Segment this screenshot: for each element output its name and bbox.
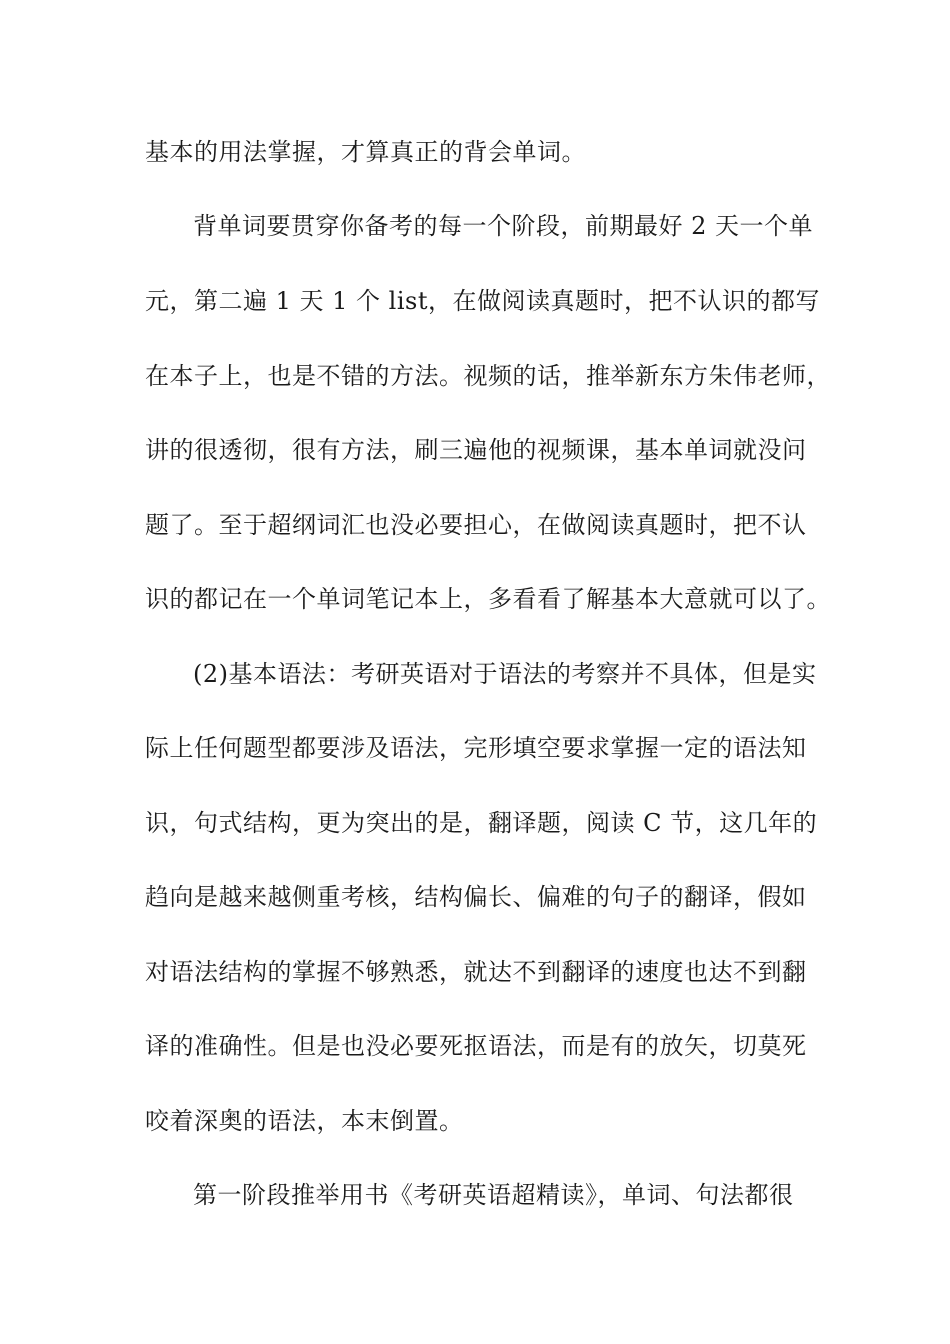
text-line: 际上任何题型都要涉及语法，完形填空要求掌握一定的语法知 xyxy=(145,734,807,762)
text-line: 在本子上，也是不错的方法。视频的话，推举新东方朱伟老师， xyxy=(145,362,831,390)
text-line: 咬着深奥的语法，本末倒置。 xyxy=(145,1107,464,1135)
text-line: 对语法结构的掌握不够熟悉，就达不到翻译的速度也达不到翻 xyxy=(145,958,807,986)
text-line: 识的都记在一个单词笔记本上，多看看了解基本大意就可以了。 xyxy=(145,585,831,613)
text-line: 识，句式结构，更为突出的是，翻译题，阅读 C 节，这几年的 xyxy=(145,809,818,837)
paragraph-start: 背单词要贯穿你备考的每一个阶段，前期最好 2 天一个单 xyxy=(193,212,814,240)
text-line: 题了。至于超纲词汇也没必要担心，在做阅读真题时，把不认 xyxy=(145,511,807,539)
text-line: 趋向是越来越侧重考核，结构偏长、偏难的句子的翻译，假如 xyxy=(145,883,807,911)
text-line: 基本的用法掌握，才算真正的背会单词。 xyxy=(145,138,586,166)
text-line: 元，第二遍 1 天 1 个 list，在做阅读真题时，把不认识的都写 xyxy=(145,287,820,315)
paragraph-start: 第一阶段推举用书《考研英语超精读》，单词、句法都很 xyxy=(193,1181,794,1209)
paragraph-start: (2)基本语法：考研英语对于语法的考察并不具体，但是实 xyxy=(193,660,817,688)
text-line: 译的准确性。但是也没必要死抠语法，而是有的放矢，切莫死 xyxy=(145,1032,807,1060)
text-line: 讲的很透彻，很有方法，刷三遍他的视频课，基本单词就没问 xyxy=(145,436,807,464)
